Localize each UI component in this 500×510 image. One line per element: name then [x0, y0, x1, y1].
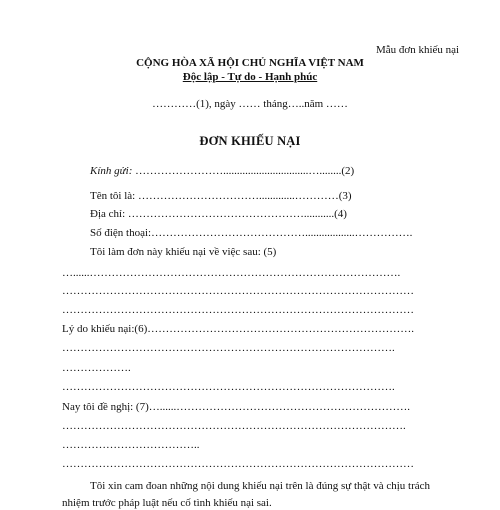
name-field — [90, 190, 352, 203]
recipient-label: Kính gửi: — [90, 165, 133, 177]
address-blank: …………………………………………...........(4) — [125, 208, 347, 220]
phone-blank: ……………………………………..................……………. — [151, 227, 413, 239]
place-date: …………(1), ngày …… tháng…..năm …… — [152, 98, 348, 110]
document-title: ĐƠN KHIẾU NẠI — [199, 134, 301, 148]
complaint-line-1: …......…………………………………………………………………………. — [62, 267, 401, 279]
form-label: Mẫu đơn khiếu nại — [376, 44, 460, 56]
address-field — [90, 208, 347, 221]
reason-line-2: ………………. — [62, 362, 131, 374]
closing-statement-1: Tôi xin cam đoan những nội dung khiếu nại trên là đúng sự thật và chịu trách — [90, 480, 431, 492]
reason-line: Lý do khiếu nại:(6)………………………………………………………………. — [62, 323, 414, 335]
complaint-intro: Tôi làm đơn này khiếu nại về việc sau: (5) — [90, 246, 277, 258]
address-label: Địa chỉ: — [90, 208, 126, 220]
name-blank: …………………………….............…………(3) — [135, 190, 352, 202]
request-line: Nay tôi đề nghị: (7)…......………………………………………………………. — [62, 401, 411, 413]
reason-line-1: ………………………………………………………………………………. — [62, 342, 395, 354]
country-header: CỘNG HÒA XÃ HỘI CHỦ NGHĨA VIỆT NAM — [136, 57, 364, 69]
phone-field — [90, 227, 412, 240]
recipient-blank: ……………………...............................…........(2) — [132, 165, 355, 177]
complaint-line-2: …………………………………………………………………………………… — [62, 285, 414, 297]
reason-line-3: ………………………………………………………………………………. — [62, 381, 395, 393]
phone-label: Số điện thoại: — [90, 227, 152, 239]
request-line-1: …………………………………………………………………………………. — [62, 420, 406, 432]
request-line-3: …………………………………………………………………………………… — [62, 458, 414, 470]
request-line-2: ……………………………….. — [62, 439, 200, 451]
complaint-line-3: …………………………………………………………………………………… — [62, 304, 414, 316]
closing-statement-2: nhiệm trước pháp luật nếu cố tình khiếu nại sai. — [62, 497, 272, 509]
recipient-field — [90, 165, 354, 178]
motto: Độc lập - Tự do - Hạnh phúc — [182, 71, 318, 83]
name-label: Tên tôi là: — [90, 190, 136, 202]
